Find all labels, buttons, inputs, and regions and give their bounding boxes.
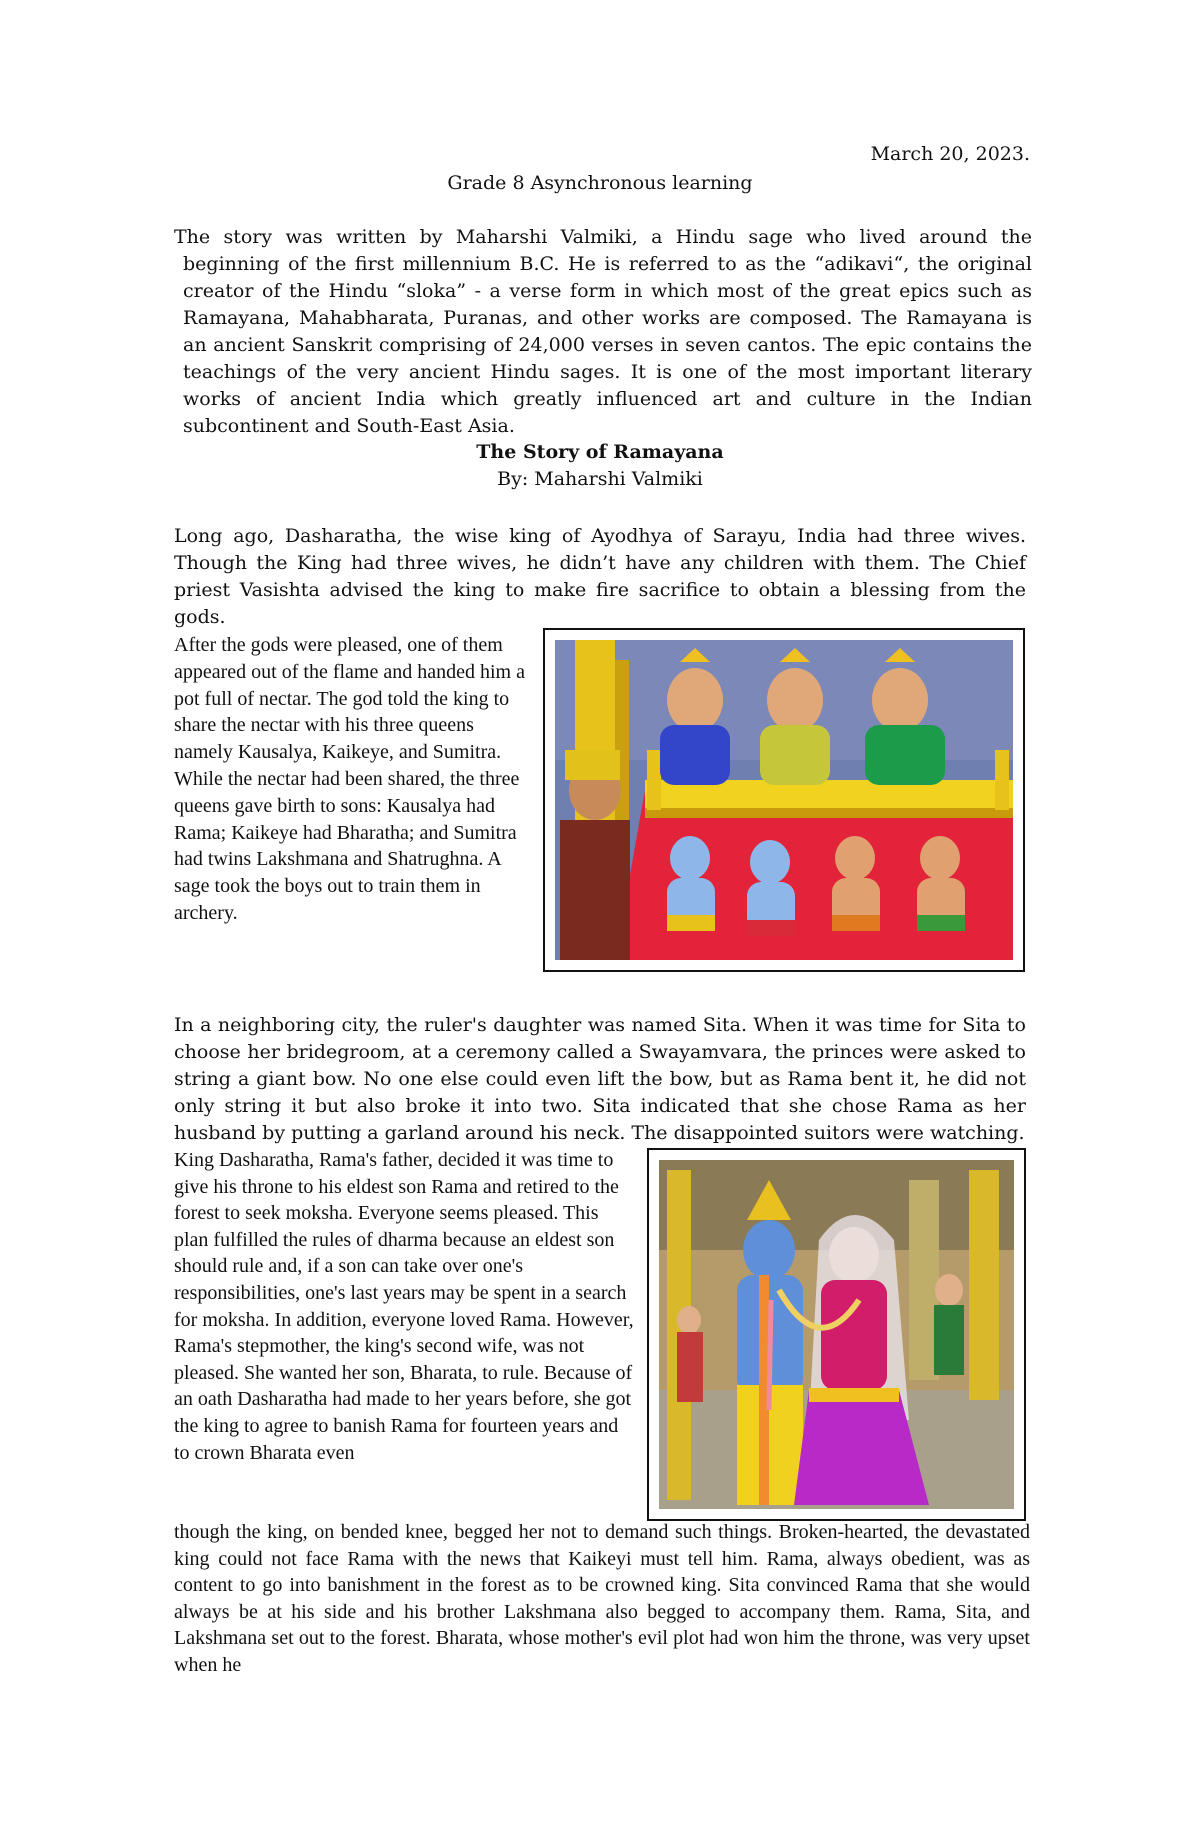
illustration-queens-and-sons [543,628,1025,972]
paragraph-dasharatha: Long ago, Dasharatha, the wise king of Ayodhya of Sarayu, India had three wives. Though the King had three wives, he didn’t have any children with them. The Chief priest Vasishta advised the king to make fire sacrifice to obtain a blessing from the gods. [174,525,1026,628]
paragraph-sita-swayamvara: In a neighboring city, the ruler's daughter was named Sita. When it was time for Sita to choose her bridegroom, at a ceremony called a Swayamvara, the princes were asked to string a giant bow. No one else could even lift the bow, but as Rama bent it, he did not only string it but also broke it into two. Sita indicated that she chose Rama as her husband by putting a garland around his neck. The disappointed suitors were watching. [174,1014,1026,1144]
queens-sons-picture [555,640,1013,960]
story-byline: By: Maharshi Valmiki [497,468,703,490]
paragraph-king-dasharatha: King Dasharatha, Rama's father, decided it was time to give his throne to his eldest son Rama and retired to the forest to seek moksha. Everyone seems pleased. This plan fulfilled the rules of dharma because an eldest son should rule and, if a son can take over one's responsibilities, one's last years may be spent in a search for moksha. In addition, everyone loved Rama. However, Rama's stepmother, the king's second wife, was not pleased. She wanted her son, Bharata, to rule. Because of an oath Dasharatha had made to her years before, she got the king to agree to banish Rama for fourteen years and to crown Bharata even [174,1149,634,1464]
grade-heading: Grade 8 Asynchronous learning [447,172,753,194]
story-title: The Story of Ramayana [476,441,724,463]
intro-paragraph: The story was written by Maharshi Valmiki, a Hindu sage who lived around the beginning of the first millennium B.C. He is referred to as the “adikavi“, the original creator of the Hindu “sloka” - a verse form in which most of the great epics such as Ramayana, Mahabharata, Puranas, and other works are composed. The Ramayana is an ancient Sanskrit comprising of 24,000 verses in seven cantos. The epic contains the teachings of the very ancient Hindu sages. It is one of the most important literary works of ancient India which greatly influenced art and culture in the Indian subcontinent and South-East Asia. [174,226,1032,437]
paragraph-banishment: though the king, on bended knee, begged her not to demand such things. Broken-hearted, the devastated king could not face Rama with the news that Kaikeyi must tell him. Rama, always obedient, was as content to go into banishment in the forest as to be crowned king. Sita convinced Rama that she would always be at his side and his brother Lakshmana also begged to accompany them. Rama, Sita, and Lakshmana set out to the forest. Bharata, whose mother's evil plot had won him the throne, was very upset when he [174,1521,1030,1676]
illustration-rama-sita [647,1148,1026,1521]
rama-sita-picture [659,1160,1014,1509]
paragraph-nectar: After the gods were pleased, one of them appeared out of the flame and handed him a pot full of nectar. The god told the king to share the nectar with his three queens namely Kausalya, Kaikeye, and Sumitra. While the nectar had been shared, the three queens gave birth to sons: Kausalya had Rama; Kaikeye had Bharatha; and Sumitra had twins Lakshmana and Shatrughna. A sage took the boys out to train them in archery. [174,634,525,924]
document-date: March 20, 2023. [870,143,1030,165]
